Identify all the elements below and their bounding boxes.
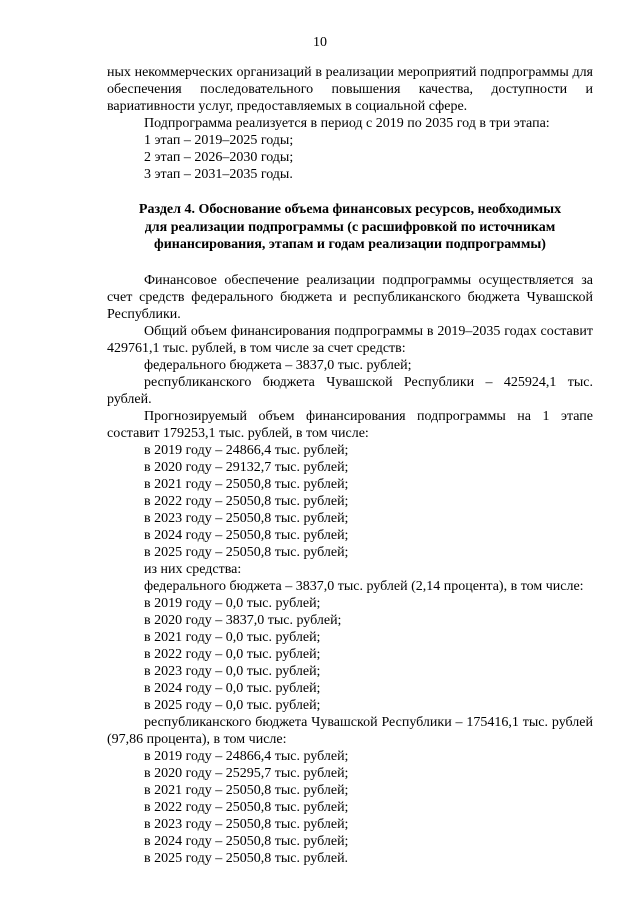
- federal-year-line: в 2021 году – 0,0 тыс. рублей;: [144, 629, 321, 645]
- republic-year-line: в 2020 году – 25295,7 тыс. рублей;: [144, 765, 349, 781]
- federal-year-line: в 2019 году – 0,0 тыс. рублей;: [144, 595, 321, 611]
- federal-year-line: в 2022 году – 0,0 тыс. рублей;: [144, 646, 321, 662]
- document-body: [107, 64, 593, 867]
- republic-year-line: в 2024 году – 25050,8 тыс. рублей;: [144, 833, 349, 849]
- stage1-year-line: в 2025 году – 25050,8 тыс. рублей;: [144, 544, 349, 560]
- federal-total-line: федерального бюджета – 3837,0 тыс. рублей;: [144, 357, 412, 373]
- federal-year-line: в 2023 году – 0,0 тыс. рублей;: [144, 663, 321, 679]
- stage1-year-line: в 2019 году – 24866,4 тыс. рублей;: [144, 442, 349, 458]
- period-paragraph: Подпрограмма реализуется в период с 2019 по 2035 год в три этапа:: [144, 116, 550, 131]
- stage1-year-line: в 2021 году – 25050,8 тыс. рублей;: [144, 476, 349, 492]
- federal-year-line: в 2024 году – 0,0 тыс. рублей;: [144, 680, 321, 696]
- stage1-year-line: в 2023 году – 25050,8 тыс. рублей;: [144, 510, 349, 526]
- republic-stage1-paragraph: республиканского бюджета Чувашской Республики – 175416,1 тыс. рублей (97,86 процента), в том числе:: [107, 714, 593, 747]
- continued-paragraph: ных некоммерческих организаций в реализации мероприятий подпрограммы для обеспечения последовательного повышения качества, доступности и вариативности услуг, предоставляемых в социальной сфере.: [107, 65, 593, 114]
- stage-item: 1 этап – 2019–2025 годы;: [144, 133, 294, 148]
- stage-item: 3 этап – 2031–2035 годы.: [144, 167, 293, 182]
- republic-total-paragraph: республиканского бюджета Чувашской Республики – 425924,1 тыс. рублей.: [107, 374, 593, 407]
- stage1-paragraph: Прогнозируемый объем финансирования подпрограммы на 1 этапе составит 179253,1 тыс. рублей, в том числе:: [107, 408, 593, 441]
- republic-year-line: в 2021 году – 25050,8 тыс. рублей;: [144, 782, 349, 798]
- total-funding-paragraph: Общий объем финансирования подпрограммы в 2019–2035 годах составит 429761,1 тыс. рублей, в том числе за счет средств:: [107, 323, 593, 356]
- republic-year-line: в 2022 году – 25050,8 тыс. рублей;: [144, 799, 349, 815]
- section-heading: Раздел 4. Обоснование объема финансовых ресурсов, необходимых для реализации подпрограммы (с расшифровкой по источникам финансирования, этапам и годам реализации подпрограммы): [138, 202, 562, 252]
- republic-year-line: в 2023 году – 25050,8 тыс. рублей;: [144, 816, 349, 832]
- federal-year-line: в 2025 году – 0,0 тыс. рублей;: [144, 697, 321, 713]
- federal-stage1-line: федерального бюджета – 3837,0 тыс. рублей (2,14 процента), в том числе:: [144, 578, 584, 594]
- stage-item: 2 этап – 2026–2030 годы;: [144, 150, 294, 165]
- funding-sources-paragraph: Финансовое обеспечение реализации подпрограммы осуществляется за счет средств федерального бюджета и республиканского бюджета Чувашской Республики.: [107, 272, 593, 322]
- federal-year-line: в 2020 году – 3837,0 тыс. рублей;: [144, 612, 342, 628]
- stage1-year-line: в 2020 году – 29132,7 тыс. рублей;: [144, 459, 349, 475]
- page-number: 10: [313, 35, 327, 50]
- republic-year-line: в 2019 году – 24866,4 тыс. рублей;: [144, 748, 349, 764]
- stage1-year-line: в 2022 году – 25050,8 тыс. рублей;: [144, 493, 349, 509]
- of-which-line: из них средства:: [144, 561, 242, 577]
- republic-year-line: в 2025 году – 25050,8 тыс. рублей.: [144, 850, 349, 866]
- stage1-year-line: в 2024 году – 25050,8 тыс. рублей;: [144, 527, 349, 543]
